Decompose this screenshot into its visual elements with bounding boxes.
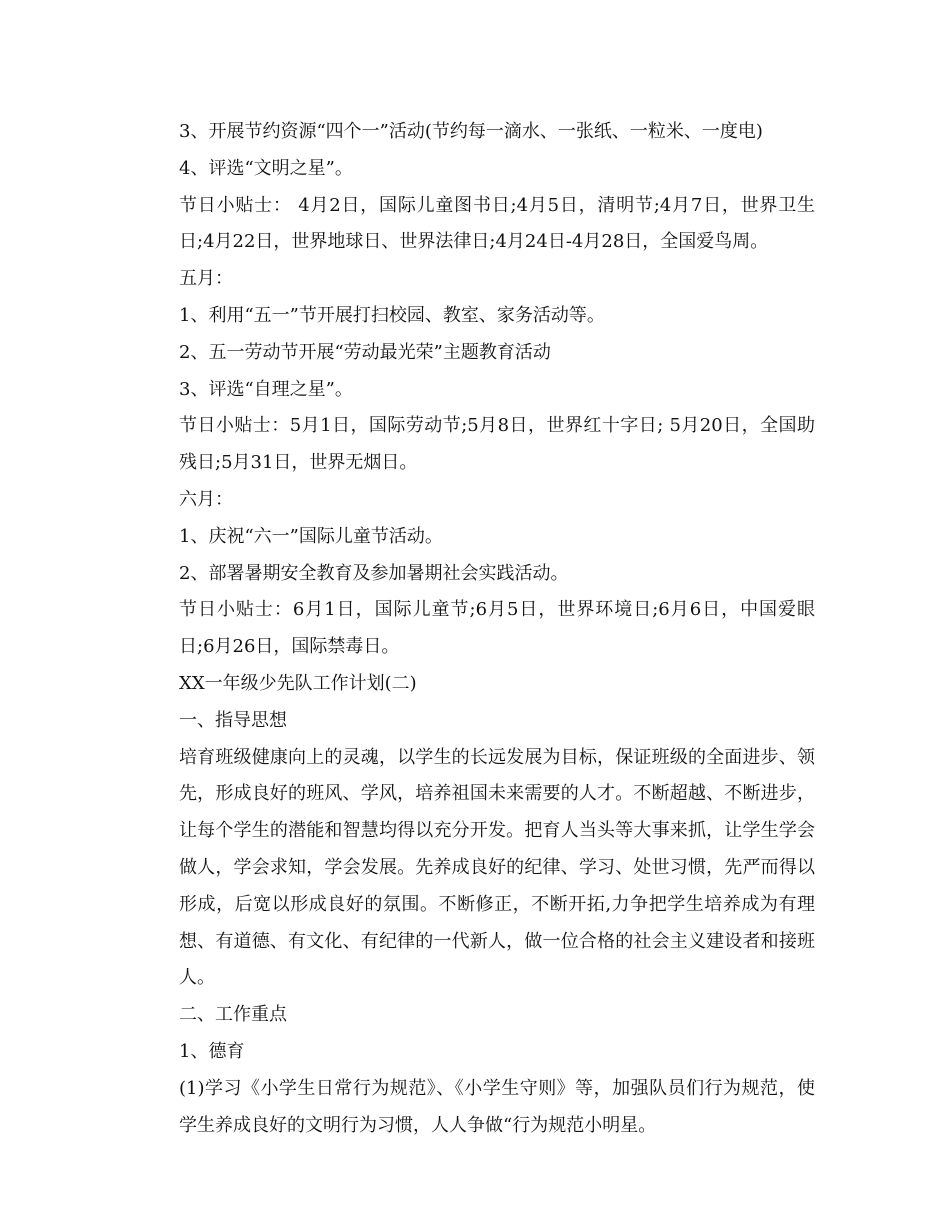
- paragraph-guiding-ideology: 培育班级健康向上的灵魂，以学生的长远发展为目标，保证班级的全面进步、领先，形成良好的班风、学风，培养祖国未来需要的人才。不断超越、不断进步，让每个学生的潜能和智慧均得以充分开发。把育人当头等大事来抓，让学生学会做人，学会求知，学会发展。先养成良好的纪律、学习、处世习惯，先严而得以形成，后宽以形成良好的氛围。不断修正，不断开拓,力争把学生培养成为有理想、有道德、有文化、有纪律的一代新人，做一位合格的社会主义建设者和接班人。: [179, 746, 815, 989]
- paragraph-moral-education-1: (1)学习《小学生日常行为规范》、《小学生守则》等，加强队员们行为规范，使学生养成良好的文明行为习惯，人人争做“行为规范小明星。: [179, 1077, 815, 1136]
- paragraph-may-1: 1、利用“五一”节开展打扫校园、教室、家务活动等。: [179, 304, 605, 326]
- paragraph-activity-3: 3、开展节约资源“四个一”活动(节约每一滴水、一张纸、一粒米、一度电): [179, 121, 763, 142]
- paragraph-april-tips: 节日小贴士： 4月2日，国际儿童图书日;4月5日，清明节;4月7日，世界卫生日;4月22日，世界地球日、世界法律日;4月24日-4月28日，全国爱鸟周。: [179, 194, 815, 253]
- document-body: [143, 114, 815, 1144]
- heading-moral-education: 1、德育: [179, 1040, 245, 1062]
- heading-guiding-ideology: 一、指导思想: [179, 709, 287, 731]
- heading-work-focus: 二、工作重点: [179, 1004, 287, 1026]
- paragraph-may-3: 3、评选“自理之星”。: [179, 378, 353, 400]
- paragraph-may-tips: 节日小贴士：5月1日，国际劳动节;5月8日，世界红十字日; 5月20日，全国助残日;5月31日，世界无烟日。: [179, 415, 815, 474]
- heading-june: 六月：: [179, 488, 233, 510]
- paragraph-june-1: 1、庆祝“六一”国际儿童节活动。: [179, 525, 443, 547]
- paragraph-activity-4: 4、评选“文明之星”。: [179, 157, 353, 179]
- document-section-title: XX一年级少先队工作计划(二): [179, 672, 417, 694]
- paragraph-may-2: 2、五一劳动节开展“劳动最光荣”主题教育活动: [179, 341, 551, 363]
- paragraph-june-2: 2、部署暑期安全教育及参加暑期社会实践活动。: [179, 562, 569, 584]
- paragraph-june-tips: 节日小贴士：6月1日，国际儿童节;6月5日，世界环境日;6月6日，中国爱眼日;6月26日，国际禁毒日。: [179, 599, 815, 658]
- heading-may: 五月：: [179, 268, 233, 290]
